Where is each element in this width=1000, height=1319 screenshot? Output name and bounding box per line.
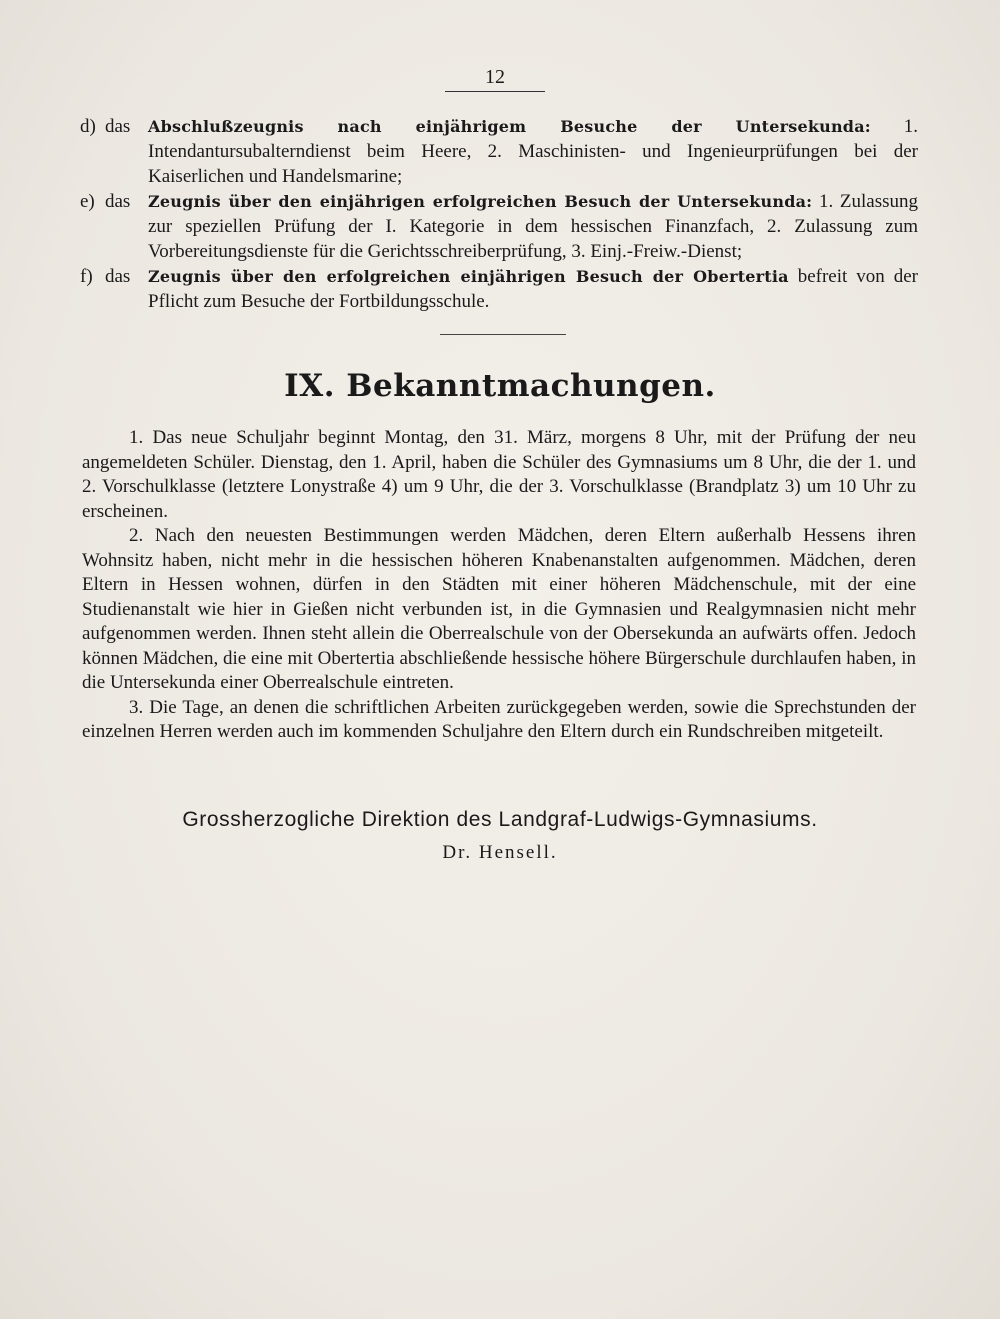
item-lead: das [105, 191, 131, 212]
signature-name: Dr. Hensell. [442, 842, 558, 863]
item-bold-title: Abschlußzeugnis nach einjährigem Besuche der Untersekunda: [148, 117, 871, 136]
item-marker: d) [80, 116, 96, 137]
item-text: 1. Zulassung zur speziellen Prüfung der I. Kategorie in dem hessischen Finanzfach, 2. Zulassung zum Vorbereitungsdienste für die Gerichtsschreiberprüfung, 3. Einj.-Freiw.-Dienst; [148, 191, 918, 262]
announcements-body [82, 426, 916, 745]
section-heading: IX. Bekanntmachungen. [284, 368, 716, 404]
paragraph: 2. Nach den neuesten Bestimmungen werden Mädchen, deren Eltern außerhalb Hessens ihren Wohnsitz haben, nicht mehr in die hessischen höheren Knabenanstalten aufgenommen. Mädchen, deren Eltern in Hessen wohnen, dürfen in den Städten mit einer höheren Mädchenschule, mit der eine Studienanstalt wie hier in Gießen nicht verbunden ist, in die Gymnasien und Realgymnasien nicht mehr aufgenommen werden. Ihnen steht allein die Oberrealschule von der Obersekunda an aufwärts offen. Jedoch können Mädchen, die eine mit Obertertia abschließende hessische höhere Bürgerschule durchlaufen haben, in die Untersekunda einer Oberrealschule eintreten. [82, 525, 916, 693]
signature-institution: Grossherzogliche Direktion des Landgraf-Ludwigs-Gymnasiums. [182, 808, 818, 831]
item-marker: e) [80, 191, 95, 212]
page-number: 12 [445, 66, 545, 92]
list-item [80, 189, 918, 264]
paragraph: 1. Das neue Schuljahr beginnt Montag, den 31. März, morgens 8 Uhr, mit der Prüfung der neu angemeldeten Schüler. Dienstag, den 1. April, haben die Schüler des Gymnasiums um 8 Uhr, die der 1. und 2. Vorschulklasse (letztere Lonystraße 4) um 9 Uhr, die der 3. Vorschulklasse (Brandplatz 3) um 10 Uhr zu erscheinen. [82, 427, 916, 522]
item-text: 1. Intendantursubalterndienst beim Heere, 2. Maschinisten- und Ingenieurprüfungen bei der Kaiserlichen und Handelsmarine; [148, 116, 918, 187]
item-lead: das [105, 116, 131, 137]
item-bold-title: Zeugnis über den einjährigen erfolgreichen Besuch der Untersekunda: [148, 192, 813, 211]
item-bold-title: Zeugnis über den erfolgreichen einjährigen Besuch der Obertertia [148, 267, 789, 286]
certificate-list [80, 114, 918, 314]
paragraph: 3. Die Tage, an denen die schriftlichen Arbeiten zurückgegeben werden, sowie die Sprechstunden der einzelnen Herren werden auch im kommenden Schuljahre den Eltern durch ein Rundschreiben mitgeteilt. [82, 696, 916, 742]
item-marker: f) [80, 266, 93, 287]
list-item [80, 264, 918, 314]
list-item [80, 114, 918, 189]
item-lead: das [105, 266, 131, 287]
section-divider [440, 334, 566, 335]
item-text: befreit von der Pflicht zum Besuche der Fortbildungsschule. [148, 266, 918, 312]
